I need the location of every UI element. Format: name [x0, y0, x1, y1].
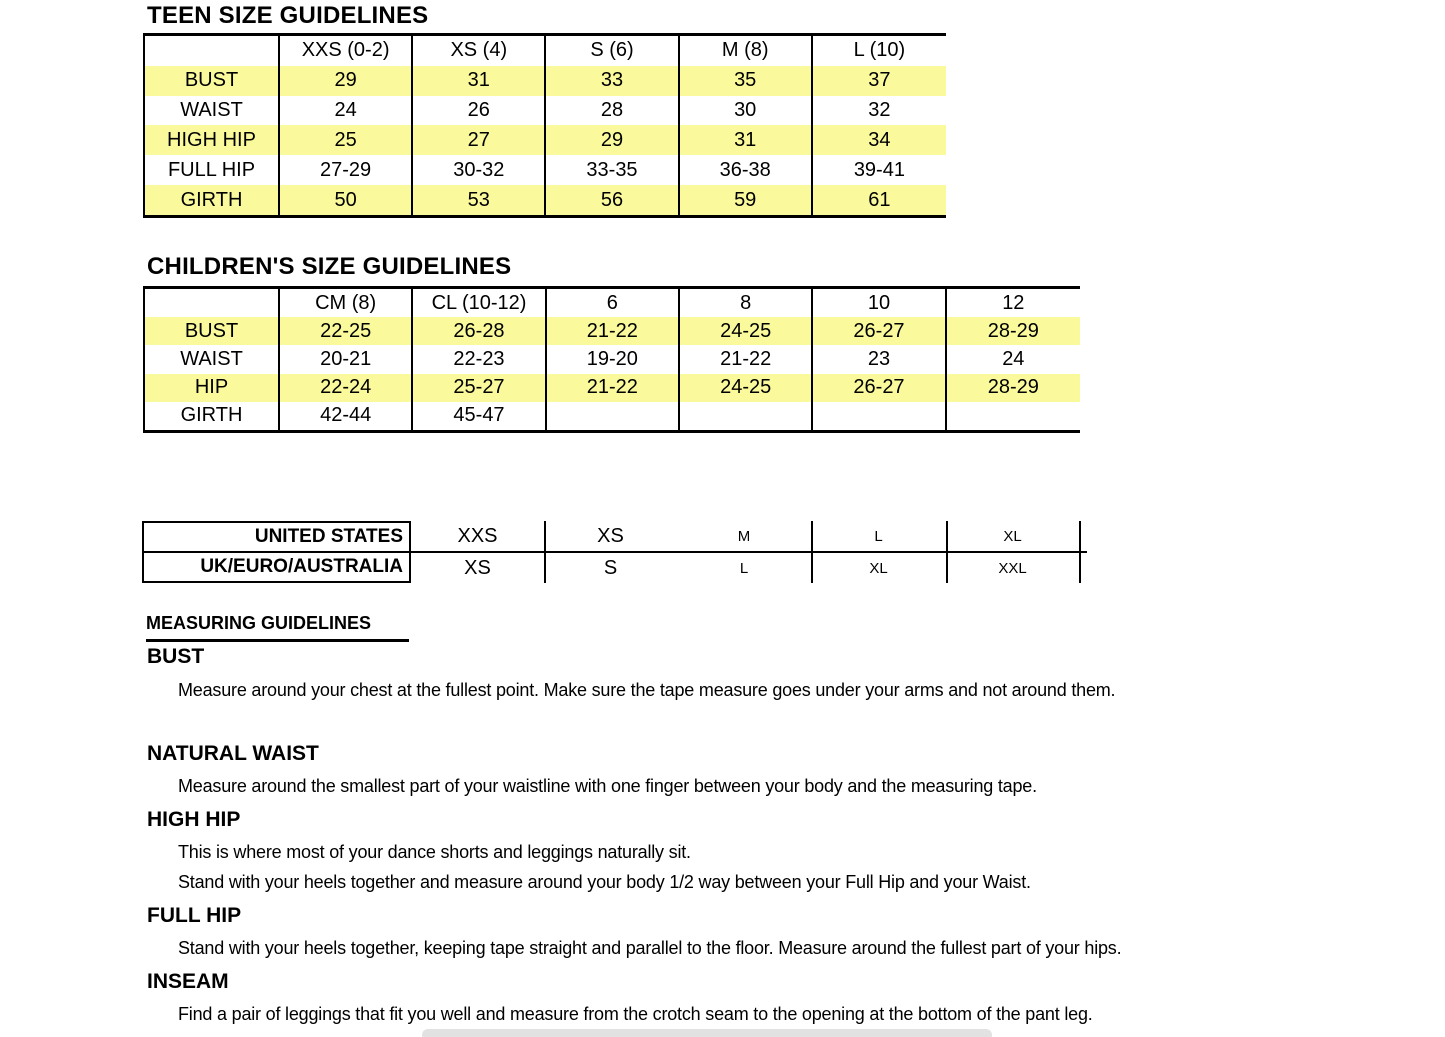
table-value-cell: 22-24 — [280, 374, 413, 402]
table-value-cell: 33-35 — [546, 155, 679, 185]
column-header-cell: M (8) — [680, 36, 813, 66]
table-value-cell: 53 — [413, 185, 546, 215]
measuring-section-text: Stand with your heels together, keeping tape straight and parallel to the floor. Measure around the fullest part of your hips. — [178, 938, 1122, 958]
table-value-cell: 33 — [546, 66, 679, 96]
table-value-cell: 24 — [1002, 347, 1025, 370]
column-header-cell: L (10) — [853, 39, 906, 62]
conversion-size-cell: XS — [464, 556, 491, 579]
column-header-cell: CM (8) — [280, 289, 413, 317]
table-value-cell: 22-25 — [280, 317, 413, 345]
table-value-cell: 24 — [280, 96, 413, 126]
table-value-cell: 32 — [868, 99, 891, 122]
conversion-size-cell: XL — [1003, 527, 1022, 545]
column-header-cell: XXS (0-2) — [280, 36, 413, 66]
column-header-cell: CL (10-12) — [413, 289, 546, 317]
table-value-cell: 29 — [280, 66, 413, 96]
column-header-cell: 6 — [547, 289, 680, 317]
measuring-section-title: FULL HIP — [147, 904, 242, 927]
row-label-cell: WAIST — [145, 96, 280, 126]
table-value-cell: 25 — [280, 125, 413, 155]
table-value-cell: 42-44 — [280, 402, 413, 430]
table-value-cell: 56 — [546, 185, 679, 215]
table-value-cell: 50 — [280, 185, 413, 215]
table-value-cell: 31 — [680, 125, 813, 155]
table-value-cell: 24-25 — [680, 374, 813, 402]
table-value-cell: 37 — [813, 66, 946, 96]
table-corner-cell — [145, 289, 280, 317]
table-value-cell — [547, 402, 680, 430]
row-label-cell: BUST — [145, 317, 280, 345]
measuring-section-title: INSEAM — [147, 970, 229, 993]
column-header-cell: S (6) — [546, 36, 679, 66]
horizontal-scrollbar[interactable] — [422, 1029, 992, 1037]
row-label-cell: HIGH HIP — [145, 125, 280, 155]
row-label-cell: GIRTH — [145, 402, 280, 430]
conversion-size-cell: L — [874, 527, 883, 545]
row-label-cell: WAIST — [145, 345, 280, 373]
conversion-size-cell: XS — [597, 524, 624, 547]
column-header-cell: 12 — [1002, 291, 1025, 314]
table-value-cell: 27 — [413, 125, 546, 155]
row-label-cell: HIP — [145, 374, 280, 402]
conversion-row-label: UK/EURO/AUSTRALIA — [200, 556, 403, 577]
column-header-cell: XS (4) — [413, 36, 546, 66]
measuring-section-text: Measure around the smallest part of your waistline with one finger between your body and the measuring tape. — [178, 776, 1037, 796]
table-value-cell: 39-41 — [853, 158, 905, 181]
table-value-cell — [680, 402, 813, 430]
measuring-section-title: NATURAL WAIST — [147, 742, 319, 765]
row-label-cell: BUST — [145, 66, 280, 96]
children-size-table — [143, 286, 1080, 433]
table-value-cell: 20-21 — [280, 345, 413, 373]
measuring-section-text: Measure around your chest at the fullest point. Make sure the tape measure goes under your arms and not around them. — [178, 680, 1116, 700]
table-value-cell: 26-28 — [413, 317, 546, 345]
conversion-size-cell: XXS — [457, 524, 498, 547]
measuring-guidelines-heading: MEASURING GUIDELINES — [146, 613, 409, 642]
measuring-section-title: BUST — [147, 645, 205, 668]
conversion-size-cell: XXL — [998, 559, 1027, 577]
measuring-section-text: This is where most of your dance shorts and leggings naturally sit. — [178, 842, 691, 862]
table-value-cell: 23 — [813, 345, 946, 373]
table-value-cell: 35 — [680, 66, 813, 96]
row-label-cell: FULL HIP — [145, 155, 280, 185]
conversion-size-cell: XL — [869, 559, 888, 577]
table-value-cell: 29 — [546, 125, 679, 155]
table-value-cell: 25-27 — [413, 374, 546, 402]
column-header-cell: 10 — [813, 289, 946, 317]
table-value-cell: 36-38 — [680, 155, 813, 185]
table-value-cell: 59 — [680, 185, 813, 215]
table-value-cell: 26-27 — [813, 317, 946, 345]
table-value-cell: 21-22 — [547, 317, 680, 345]
table-value-cell: 45-47 — [413, 402, 546, 430]
table-value-cell: 27-29 — [280, 155, 413, 185]
conversion-size-cell: M — [737, 527, 751, 545]
row-label-cell: GIRTH — [145, 185, 280, 215]
table-value-cell: 21-22 — [547, 374, 680, 402]
conversion-column-divider — [1079, 521, 1081, 583]
table-value-cell: 26-27 — [813, 374, 946, 402]
table-value-cell: 26 — [413, 96, 546, 126]
table-value-cell: 61 — [813, 185, 946, 215]
table-value-cell: 34 — [813, 125, 946, 155]
table-value-cell: 30 — [680, 96, 813, 126]
table-value-cell: 24-25 — [680, 317, 813, 345]
table-corner-cell — [145, 36, 280, 66]
teen-size-guidelines-title: TEEN SIZE GUIDELINES — [147, 2, 429, 29]
measuring-section-title: HIGH HIP — [147, 808, 241, 831]
table-value-cell — [947, 402, 1080, 430]
table-value-cell: 19-20 — [547, 345, 680, 373]
conversion-size-cell: S — [603, 556, 618, 579]
table-value-cell: 28-29 — [947, 374, 1080, 402]
table-value-cell: 28 — [546, 96, 679, 126]
teen-size-table — [143, 33, 946, 218]
measuring-section-text: Find a pair of leggings that fit you well and measure from the crotch seam to the opening at the bottom of the pant leg. — [178, 1004, 1093, 1024]
column-header-cell: 8 — [680, 289, 813, 317]
table-value-cell: 22-23 — [413, 345, 546, 373]
table-value-cell: 21-22 — [680, 345, 813, 373]
table-value-cell: 31 — [413, 66, 546, 96]
conversion-size-cell: L — [739, 559, 749, 577]
table-value-cell: 30-32 — [413, 155, 546, 185]
conversion-row-label: UNITED STATES — [254, 526, 403, 547]
size-conversion-table — [142, 521, 1087, 583]
measuring-section-text: Stand with your heels together and measure around your body 1/2 way between your Full Hip and your Waist. — [178, 872, 1031, 892]
children-size-guidelines-title: CHILDREN'S SIZE GUIDELINES — [147, 253, 512, 280]
table-value-cell — [813, 402, 946, 430]
table-value-cell: 28-29 — [947, 317, 1080, 345]
